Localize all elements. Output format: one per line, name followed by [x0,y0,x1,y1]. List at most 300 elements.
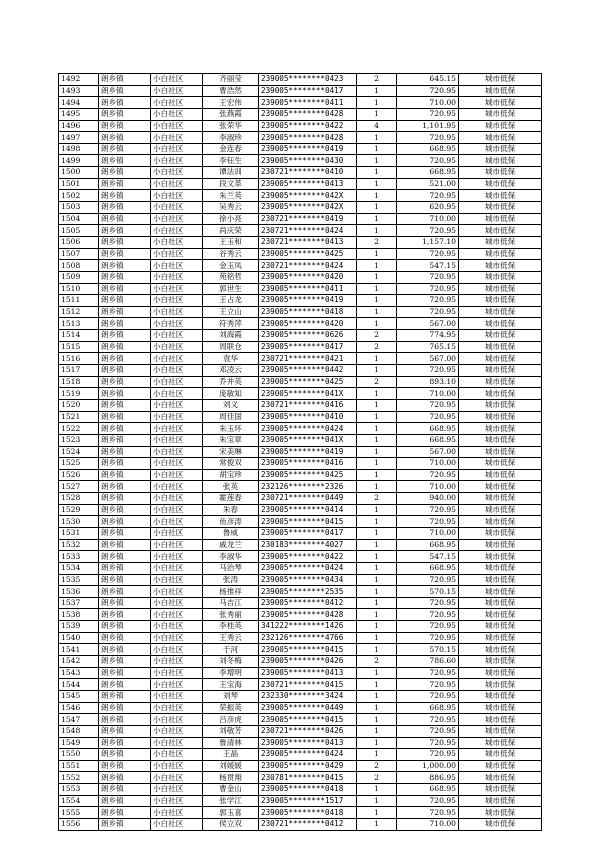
community-cell: 小白社区 [151,760,203,772]
name-cell: 段文革 [203,178,259,190]
amount-cell: 720.95 [397,108,459,120]
row-number: 1498 [59,143,99,155]
id-number-cell: 239005********0413 [259,737,357,749]
household-count-cell: 1 [357,167,397,179]
household-count-cell: 1 [357,399,397,411]
table-row [59,85,542,97]
amount-cell: 720.95 [397,679,459,691]
town-cell: 朗乡镇 [99,155,151,167]
assistance-type-cell: 城市低保 [459,807,542,819]
row-number: 1517 [59,365,99,377]
household-count-cell: 1 [357,434,397,446]
household-count-cell: 2 [357,74,397,86]
household-count-cell: 1 [357,714,397,726]
assistance-type-cell: 城市低保 [459,388,542,400]
id-number-cell: 341222********1426 [259,621,357,633]
assistance-type-cell: 城市低保 [459,108,542,120]
amount-cell: 720.95 [397,516,459,528]
assistance-type-cell: 城市低保 [459,376,542,388]
row-number: 1542 [59,656,99,668]
amount-cell: 720.95 [397,749,459,761]
assistance-type-cell: 城市低保 [459,213,542,225]
amount-cell: 710.00 [397,388,459,400]
town-cell: 朗乡镇 [99,295,151,307]
household-count-cell: 1 [357,807,397,819]
id-number-cell: 239005********0411 [259,283,357,295]
assistance-type-cell: 城市低保 [459,516,542,528]
id-number-cell: 239005********0413 [259,667,357,679]
id-number-cell: 230721********0412 [259,819,357,831]
town-cell: 朗乡镇 [99,539,151,551]
name-cell: 刘义 [203,399,259,411]
community-cell: 小白社区 [151,819,203,831]
household-count-cell: 1 [357,190,397,202]
amount-cell: 645.15 [397,74,459,86]
assistance-type-cell: 城市低保 [459,656,542,668]
amount-cell: 720.95 [397,306,459,318]
row-number: 1524 [59,446,99,458]
id-number-cell: 239005********0423 [259,74,357,86]
table-row [59,574,542,586]
household-count-cell: 1 [357,178,397,190]
household-count-cell: 1 [357,85,397,97]
table-row [59,236,542,248]
name-cell: 李钰生 [203,155,259,167]
assistance-type-cell: 城市低保 [459,353,542,365]
row-number: 1499 [59,155,99,167]
town-cell: 朗乡镇 [99,446,151,458]
community-cell: 小白社区 [151,97,203,109]
row-number: 1507 [59,248,99,260]
amount-cell: 720.95 [397,225,459,237]
name-cell: 郭世生 [203,283,259,295]
amount-cell: 720.95 [397,714,459,726]
town-cell: 朗乡镇 [99,376,151,388]
assistance-type-cell: 城市低保 [459,143,542,155]
household-count-cell: 1 [357,306,397,318]
row-number: 1540 [59,632,99,644]
amount-cell: 668.95 [397,702,459,714]
name-cell: 吕彦虎 [203,714,259,726]
assistance-type-cell: 城市低保 [459,760,542,772]
row-number: 1511 [59,295,99,307]
town-cell: 朗乡镇 [99,621,151,633]
town-cell: 朗乡镇 [99,213,151,225]
name-cell: 王宏伟 [203,97,259,109]
name-cell: 戚龙兰 [203,539,259,551]
name-cell: 金玉凤 [203,260,259,272]
amount-cell: 710.00 [397,97,459,109]
town-cell: 朗乡镇 [99,772,151,784]
community-cell: 小白社区 [151,493,203,505]
table-row [59,749,542,761]
community-cell: 小白社区 [151,609,203,621]
name-cell: 周联仓 [203,341,259,353]
id-number-cell: 239005********0420 [259,318,357,330]
table-row [59,388,542,400]
id-number-cell: 230721********0419 [259,213,357,225]
amount-cell: 774.95 [397,330,459,342]
id-number-cell: 230721********0410 [259,167,357,179]
table-row [59,108,542,120]
name-cell: 张英 [203,481,259,493]
town-cell: 朗乡镇 [99,143,151,155]
assistance-type-cell: 城市低保 [459,458,542,470]
assistance-type-cell: 城市低保 [459,795,542,807]
name-cell: 曹浩然 [203,85,259,97]
town-cell: 朗乡镇 [99,749,151,761]
community-cell: 小白社区 [151,190,203,202]
town-cell: 朗乡镇 [99,225,151,237]
town-cell: 朗乡镇 [99,644,151,656]
row-number: 1546 [59,702,99,714]
row-number: 1496 [59,120,99,132]
community-cell: 小白社区 [151,458,203,470]
household-count-cell: 1 [357,108,397,120]
row-number: 1541 [59,644,99,656]
household-count-cell: 1 [357,551,397,563]
id-number-cell: 230721********0415 [259,679,357,691]
assistance-type-cell: 城市低保 [459,236,542,248]
community-cell: 小白社区 [151,283,203,295]
name-cell: 马治琴 [203,562,259,574]
town-cell: 朗乡镇 [99,469,151,481]
community-cell: 小白社区 [151,248,203,260]
assistance-type-cell: 城市低保 [459,621,542,633]
amount-cell: 567.00 [397,318,459,330]
household-count-cell: 2 [357,493,397,505]
id-number-cell: 239005********0419 [259,295,357,307]
row-number: 1516 [59,353,99,365]
id-number-cell: 232126********4766 [259,632,357,644]
beneficiary-table [58,73,542,831]
table-row [59,248,542,260]
table-row [59,260,542,272]
row-number: 1550 [59,749,99,761]
amount-cell: 720.95 [397,795,459,807]
table-row [59,551,542,563]
table-row [59,120,542,132]
assistance-type-cell: 城市低保 [459,318,542,330]
id-number-cell: 239005********0422 [259,120,357,132]
table-row [59,143,542,155]
id-number-cell: 239005********042X [259,202,357,214]
amount-cell: 720.95 [397,632,459,644]
name-cell: 金连春 [203,143,259,155]
amount-cell: 720.95 [397,155,459,167]
community-cell: 小白社区 [151,749,203,761]
row-number: 1492 [59,74,99,86]
name-cell: 王占龙 [203,295,259,307]
name-cell: 徐小亮 [203,213,259,225]
amount-cell: 710.00 [397,213,459,225]
table-row [59,784,542,796]
table-row [59,516,542,528]
row-number: 1554 [59,795,99,807]
amount-cell: 547.15 [397,551,459,563]
community-cell: 小白社区 [151,597,203,609]
row-number: 1530 [59,516,99,528]
id-number-cell: 239005********0428 [259,609,357,621]
table-row [59,772,542,784]
name-cell: 庞敏知 [203,388,259,400]
name-cell: 李淑华 [203,551,259,563]
community-cell: 小白社区 [151,737,203,749]
assistance-type-cell: 城市低保 [459,178,542,190]
assistance-type-cell: 城市低保 [459,411,542,423]
amount-cell: 720.95 [397,85,459,97]
name-cell: 李增明 [203,667,259,679]
amount-cell: 1,101.95 [397,120,459,132]
assistance-type-cell: 城市低保 [459,632,542,644]
table-row [59,656,542,668]
community-cell: 小白社区 [151,213,203,225]
household-count-cell: 2 [357,330,397,342]
assistance-type-cell: 城市低保 [459,644,542,656]
amount-cell: 786.60 [397,656,459,668]
amount-cell: 570.15 [397,644,459,656]
town-cell: 朗乡镇 [99,819,151,831]
amount-cell: 765.15 [397,341,459,353]
row-number: 1535 [59,574,99,586]
id-number-cell: 239005********0414 [259,504,357,516]
town-cell: 朗乡镇 [99,120,151,132]
name-cell: 王玉和 [203,236,259,248]
id-number-cell: 239005********0429 [259,760,357,772]
community-cell: 小白社区 [151,143,203,155]
table-row [59,504,542,516]
table-row [59,446,542,458]
town-cell: 朗乡镇 [99,609,151,621]
assistance-type-cell: 城市低保 [459,434,542,446]
town-cell: 朗乡镇 [99,423,151,435]
amount-cell: 547.15 [397,260,459,272]
amount-cell: 668.95 [397,167,459,179]
household-count-cell: 2 [357,760,397,772]
table-row [59,725,542,737]
id-number-cell: 239005********0449 [259,702,357,714]
row-number: 1529 [59,504,99,516]
id-number-cell: 239005********0428 [259,132,357,144]
table-row [59,469,542,481]
community-cell: 小白社区 [151,376,203,388]
household-count-cell: 2 [357,376,397,388]
row-number: 1494 [59,97,99,109]
name-cell: 刘琴 [203,690,259,702]
id-number-cell: 230781********0415 [259,772,357,784]
name-cell: 王宝海 [203,679,259,691]
household-count-cell: 1 [357,481,397,493]
amount-cell: 668.95 [397,539,459,551]
household-count-cell: 1 [357,260,397,272]
town-cell: 朗乡镇 [99,248,151,260]
assistance-type-cell: 城市低保 [459,784,542,796]
id-number-cell: 239005********0422 [259,551,357,563]
amount-cell: 710.00 [397,458,459,470]
id-number-cell: 239005********0420 [259,271,357,283]
row-number: 1509 [59,271,99,283]
table-row [59,213,542,225]
town-cell: 朗乡镇 [99,702,151,714]
row-number: 1506 [59,236,99,248]
name-cell: 齐丽莹 [203,74,259,86]
amount-cell: 668.95 [397,143,459,155]
row-number: 1515 [59,341,99,353]
household-count-cell: 1 [357,527,397,539]
row-number: 1508 [59,260,99,272]
id-number-cell: 232126********2326 [259,481,357,493]
amount-cell: 720.95 [397,271,459,283]
assistance-type-cell: 城市低保 [459,190,542,202]
town-cell: 朗乡镇 [99,562,151,574]
town-cell: 朗乡镇 [99,190,151,202]
assistance-type-cell: 城市低保 [459,469,542,481]
id-number-cell: 239005********0419 [259,446,357,458]
name-cell: 张燕霞 [203,108,259,120]
name-cell: 刘媛媛 [203,760,259,772]
household-count-cell: 1 [357,819,397,831]
community-cell: 小白社区 [151,516,203,528]
household-count-cell: 1 [357,504,397,516]
name-cell: 宋美琳 [203,446,259,458]
assistance-type-cell: 城市低保 [459,702,542,714]
household-count-cell: 1 [357,644,397,656]
assistance-type-cell: 城市低保 [459,737,542,749]
id-number-cell: 239005********2535 [259,586,357,598]
community-cell: 小白社区 [151,388,203,400]
assistance-type-cell: 城市低保 [459,167,542,179]
row-number: 1548 [59,725,99,737]
id-number-cell: 230721********0424 [259,260,357,272]
amount-cell: 886.95 [397,772,459,784]
assistance-type-cell: 城市低保 [459,539,542,551]
community-cell: 小白社区 [151,85,203,97]
assistance-type-cell: 城市低保 [459,248,542,260]
id-number-cell: 239005********0425 [259,248,357,260]
town-cell: 朗乡镇 [99,330,151,342]
household-count-cell: 1 [357,690,397,702]
town-cell: 朗乡镇 [99,306,151,318]
row-number: 1493 [59,85,99,97]
town-cell: 朗乡镇 [99,493,151,505]
assistance-type-cell: 城市低保 [459,504,542,516]
row-number: 1495 [59,108,99,120]
table-row [59,423,542,435]
household-count-cell: 1 [357,749,397,761]
town-cell: 朗乡镇 [99,85,151,97]
town-cell: 朗乡镇 [99,574,151,586]
name-cell: 鲁威 [203,527,259,539]
amount-cell: 567.00 [397,353,459,365]
assistance-type-cell: 城市低保 [459,714,542,726]
household-count-cell: 2 [357,772,397,784]
assistance-type-cell: 城市低保 [459,225,542,237]
town-cell: 朗乡镇 [99,458,151,470]
name-cell: 张涛 [203,574,259,586]
table-row [59,271,542,283]
town-cell: 朗乡镇 [99,353,151,365]
town-cell: 朗乡镇 [99,737,151,749]
id-number-cell: 239005********0411 [259,97,357,109]
household-count-cell: 1 [357,586,397,598]
community-cell: 小白社区 [151,667,203,679]
id-number-cell: 239005********0418 [259,306,357,318]
amount-cell: 720.95 [397,283,459,295]
name-cell: 谷秀云 [203,248,259,260]
name-cell: 荣振英 [203,702,259,714]
amount-cell: 720.95 [397,295,459,307]
row-number: 1497 [59,132,99,144]
household-count-cell: 1 [357,469,397,481]
household-count-cell: 1 [357,737,397,749]
name-cell: 胡宝珍 [203,469,259,481]
name-cell: 乔井英 [203,376,259,388]
table-row [59,411,542,423]
table-row [59,202,542,214]
id-number-cell: 230721********0424 [259,225,357,237]
id-number-cell: 239005********0410 [259,411,357,423]
community-cell: 小白社区 [151,178,203,190]
table-row [59,679,542,691]
row-number: 1545 [59,690,99,702]
id-number-cell: 239005********0426 [259,656,357,668]
name-cell: 杨推祥 [203,586,259,598]
household-count-cell: 1 [357,155,397,167]
name-cell: 朱春 [203,504,259,516]
name-cell: 苑铭哲 [203,271,259,283]
row-number: 1528 [59,493,99,505]
row-number: 1503 [59,202,99,214]
id-number-cell: 239005********1517 [259,795,357,807]
assistance-type-cell: 城市低保 [459,120,542,132]
community-cell: 小白社区 [151,120,203,132]
community-cell: 小白社区 [151,155,203,167]
assistance-type-cell: 城市低保 [459,690,542,702]
community-cell: 小白社区 [151,795,203,807]
row-number: 1501 [59,178,99,190]
id-number-cell: 239005********0434 [259,574,357,586]
community-cell: 小白社区 [151,260,203,272]
community-cell: 小白社区 [151,772,203,784]
id-number-cell: 230721********0421 [259,353,357,365]
row-number: 1502 [59,190,99,202]
name-cell: 张学江 [203,795,259,807]
name-cell: 邓凌云 [203,365,259,377]
table-row [59,318,542,330]
community-cell: 小白社区 [151,399,203,411]
amount-cell: 710.00 [397,527,459,539]
household-count-cell: 1 [357,539,397,551]
town-cell: 朗乡镇 [99,714,151,726]
row-number: 1527 [59,481,99,493]
amount-cell: 720.95 [397,667,459,679]
id-number-cell: 239005********0412 [259,597,357,609]
name-cell: 尚庆荣 [203,225,259,237]
amount-cell: 720.95 [397,574,459,586]
table-row [59,597,542,609]
assistance-type-cell: 城市低保 [459,283,542,295]
amount-cell: 521.00 [397,178,459,190]
amount-cell: 720.95 [397,690,459,702]
household-count-cell: 1 [357,353,397,365]
row-number: 1551 [59,760,99,772]
household-count-cell: 1 [357,213,397,225]
amount-cell: 893.10 [397,376,459,388]
table-row [59,609,542,621]
assistance-type-cell: 城市低保 [459,667,542,679]
community-cell: 小白社区 [151,714,203,726]
town-cell: 朗乡镇 [99,260,151,272]
